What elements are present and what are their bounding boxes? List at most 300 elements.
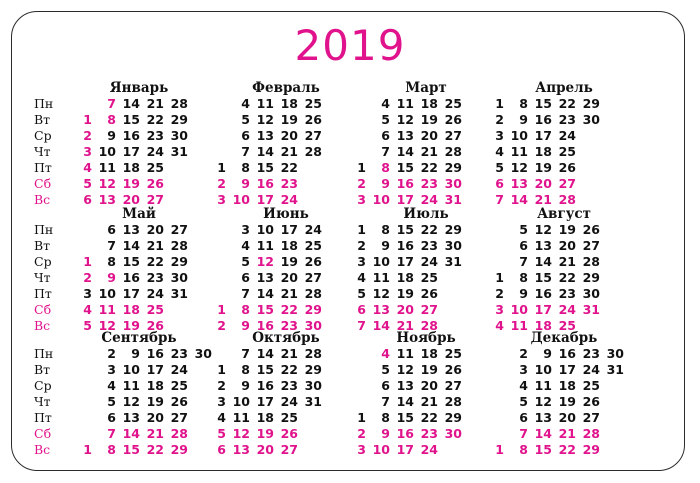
day-cell: 26 (444, 112, 462, 127)
day-cell: 14 (122, 238, 140, 253)
day-cell: 24 (420, 442, 438, 457)
day-cell: 2 (83, 270, 92, 285)
day-cell: 3 (495, 302, 504, 317)
day-cell: 7 (519, 254, 528, 269)
day-cell: 2 (217, 176, 226, 191)
month-block (484, 330, 656, 458)
day-cell: 22 (558, 270, 576, 285)
day-cell: 28 (420, 318, 438, 333)
day-cell: 19 (122, 176, 140, 191)
day-cell: 19 (420, 112, 438, 127)
day-cell: 12 (122, 394, 140, 409)
day-cell: 23 (582, 346, 600, 361)
day-cell: 23 (420, 238, 438, 253)
day-cell: 13 (510, 176, 528, 191)
day-cell: 3 (241, 222, 250, 237)
day-cell: 29 (170, 254, 188, 269)
day-cell: 14 (256, 346, 274, 361)
day-cell: 14 (396, 144, 414, 159)
day-cell: 16 (122, 128, 140, 143)
day-cell: 3 (83, 144, 92, 159)
weekday-label: Чт (34, 144, 51, 159)
day-cell: 7 (381, 394, 390, 409)
day-cell: 5 (217, 426, 226, 441)
day-cell: 4 (519, 378, 528, 393)
day-cell: 5 (519, 394, 528, 409)
day-cell: 3 (357, 442, 366, 457)
day-cell: 1 (217, 160, 226, 175)
day-cell: 29 (582, 270, 600, 285)
day-cell: 11 (232, 410, 250, 425)
day-cell: 16 (534, 286, 552, 301)
day-cell: 13 (256, 270, 274, 285)
day-cell: 6 (519, 238, 528, 253)
day-cell: 29 (582, 96, 600, 111)
day-cell: 24 (558, 128, 576, 143)
day-cell: 1 (83, 112, 92, 127)
day-cell: 6 (381, 378, 390, 393)
day-cell: 8 (107, 254, 116, 269)
day-cell: 7 (241, 286, 250, 301)
day-cell: 16 (396, 238, 414, 253)
day-cell: 4 (217, 410, 226, 425)
day-cell: 22 (280, 160, 298, 175)
day-cell: 16 (256, 176, 274, 191)
day-cell: 13 (98, 192, 116, 207)
weekday-label: Вт (34, 238, 51, 253)
day-cell: 14 (534, 426, 552, 441)
day-cell: 7 (381, 144, 390, 159)
day-cell: 8 (241, 302, 250, 317)
day-cell: 4 (495, 144, 504, 159)
day-cell: 4 (241, 238, 250, 253)
day-cell: 24 (582, 362, 600, 377)
day-cell: 15 (534, 96, 552, 111)
day-cell: 23 (420, 426, 438, 441)
day-cell: 23 (420, 176, 438, 191)
day-cell: 25 (420, 270, 438, 285)
day-cell: 23 (280, 378, 298, 393)
day-cell: 28 (444, 394, 462, 409)
day-cell: 15 (122, 254, 140, 269)
day-cell: 15 (534, 270, 552, 285)
day-cell: 13 (122, 222, 140, 237)
weekday-label: Пн (34, 346, 54, 361)
day-cell: 12 (534, 394, 552, 409)
day-cell: 21 (146, 426, 164, 441)
day-cell: 27 (444, 378, 462, 393)
day-cell: 15 (256, 362, 274, 377)
weekday-label: Вс (34, 318, 51, 333)
day-cell: 5 (381, 112, 390, 127)
day-cell: 26 (304, 112, 322, 127)
day-cell: 6 (241, 128, 250, 143)
day-cell: 6 (217, 442, 226, 457)
day-cell: 14 (256, 144, 274, 159)
day-cell: 18 (396, 270, 414, 285)
day-cell: 20 (146, 410, 164, 425)
day-cell: 17 (396, 442, 414, 457)
day-cell: 27 (582, 410, 600, 425)
weekday-label: Пт (34, 410, 52, 425)
day-cell: 4 (241, 96, 250, 111)
day-cell: 1 (495, 442, 504, 457)
day-cell: 20 (558, 410, 576, 425)
month-name: Март (405, 80, 447, 96)
day-cell: 17 (256, 192, 274, 207)
day-cell: 25 (170, 378, 188, 393)
day-cell: 14 (534, 254, 552, 269)
day-cell: 6 (241, 270, 250, 285)
day-cell: 3 (495, 128, 504, 143)
day-cell: 26 (420, 286, 438, 301)
weekday-label: Вс (34, 192, 51, 207)
weekday-label: Ср (34, 378, 52, 393)
day-cell: 2 (217, 378, 226, 393)
day-cell: 13 (396, 378, 414, 393)
day-cell: 11 (372, 270, 390, 285)
month-block (484, 80, 656, 208)
day-cell: 7 (519, 426, 528, 441)
day-cell: 18 (122, 302, 140, 317)
day-cell: 15 (256, 160, 274, 175)
day-cell: 8 (519, 442, 528, 457)
day-cell: 25 (304, 238, 322, 253)
day-cell: 11 (98, 160, 116, 175)
day-cell: 5 (381, 362, 390, 377)
month-name: Ноябрь (396, 330, 456, 346)
day-cell: 9 (241, 318, 250, 333)
day-cell: 19 (396, 286, 414, 301)
day-cell: 19 (146, 394, 164, 409)
day-cell: 7 (107, 426, 116, 441)
day-cell: 28 (170, 96, 188, 111)
day-cell: 21 (280, 286, 298, 301)
day-cell: 22 (420, 410, 438, 425)
day-cell: 26 (280, 426, 298, 441)
day-cell: 27 (444, 128, 462, 143)
day-cell: 27 (558, 176, 576, 191)
weekday-label: Вс (34, 442, 51, 457)
day-cell: 15 (396, 160, 414, 175)
day-cell: 24 (170, 362, 188, 377)
day-cell: 20 (146, 222, 164, 237)
day-cell: 30 (582, 286, 600, 301)
day-cell: 26 (170, 394, 188, 409)
day-cell: 8 (519, 96, 528, 111)
day-cell: 30 (304, 378, 322, 393)
day-cell: 26 (582, 222, 600, 237)
day-cell: 17 (534, 302, 552, 317)
day-cell: 29 (304, 362, 322, 377)
day-cell: 22 (280, 362, 298, 377)
day-cell: 2 (357, 426, 366, 441)
day-cell: 23 (170, 346, 188, 361)
day-cell: 18 (256, 410, 274, 425)
day-cell: 12 (510, 160, 528, 175)
day-cell: 5 (107, 394, 116, 409)
day-cell: 22 (146, 112, 164, 127)
day-cell: 20 (558, 238, 576, 253)
day-cell: 8 (381, 222, 390, 237)
day-cell: 6 (357, 302, 366, 317)
day-cell: 15 (256, 302, 274, 317)
month-block (484, 206, 656, 334)
day-cell: 19 (280, 254, 298, 269)
day-cell: 14 (396, 394, 414, 409)
day-cell: 9 (381, 176, 390, 191)
day-cell: 22 (420, 160, 438, 175)
day-cell: 7 (495, 192, 504, 207)
day-cell: 28 (304, 144, 322, 159)
day-cell: 31 (444, 254, 462, 269)
day-cell: 6 (83, 192, 92, 207)
day-cell: 16 (558, 346, 576, 361)
day-cell: 5 (241, 112, 250, 127)
day-cell: 12 (98, 318, 116, 333)
day-cell: 24 (280, 192, 298, 207)
day-cell: 19 (420, 362, 438, 377)
day-cell: 12 (256, 254, 274, 269)
day-cell: 13 (372, 302, 390, 317)
day-cell: 29 (444, 160, 462, 175)
day-cell: 11 (510, 144, 528, 159)
day-cell: 1 (83, 442, 92, 457)
day-cell: 30 (194, 346, 212, 361)
day-cell: 1 (495, 270, 504, 285)
day-cell: 21 (420, 394, 438, 409)
day-cell: 10 (534, 362, 552, 377)
day-cell: 20 (396, 302, 414, 317)
day-cell: 17 (534, 128, 552, 143)
month-name: Февраль (252, 80, 320, 96)
day-cell: 20 (420, 378, 438, 393)
day-cell: 15 (534, 442, 552, 457)
day-cell: 8 (107, 442, 116, 457)
day-cell: 9 (107, 270, 116, 285)
day-cell: 19 (534, 160, 552, 175)
day-cell: 20 (256, 442, 274, 457)
day-cell: 29 (582, 442, 600, 457)
day-cell: 12 (98, 176, 116, 191)
day-cell: 10 (232, 192, 250, 207)
day-cell: 10 (122, 362, 140, 377)
day-cell: 30 (582, 112, 600, 127)
day-cell: 8 (107, 112, 116, 127)
day-cell: 15 (122, 112, 140, 127)
day-cell: 5 (241, 254, 250, 269)
day-cell: 10 (510, 128, 528, 143)
day-cell: 26 (146, 176, 164, 191)
day-cell: 23 (558, 286, 576, 301)
day-cell: 18 (420, 96, 438, 111)
day-cell: 26 (444, 362, 462, 377)
day-cell: 20 (280, 270, 298, 285)
day-cell: 8 (381, 410, 390, 425)
day-cell: 27 (280, 442, 298, 457)
day-cell: 11 (396, 96, 414, 111)
day-cell: 4 (381, 96, 390, 111)
day-cell: 2 (107, 346, 116, 361)
day-cell: 22 (280, 302, 298, 317)
day-cell: 3 (519, 362, 528, 377)
day-cell: 31 (582, 302, 600, 317)
day-cell: 10 (98, 144, 116, 159)
day-cell: 28 (582, 426, 600, 441)
day-cell: 16 (122, 270, 140, 285)
day-cell: 30 (444, 238, 462, 253)
day-cell: 26 (558, 160, 576, 175)
day-cell: 9 (381, 238, 390, 253)
day-cell: 10 (372, 442, 390, 457)
day-cell: 4 (83, 160, 92, 175)
day-cell: 7 (241, 144, 250, 159)
day-cell: 24 (280, 394, 298, 409)
day-cell: 28 (170, 238, 188, 253)
day-cell: 18 (534, 318, 552, 333)
day-cell: 3 (357, 254, 366, 269)
day-cell: 18 (420, 346, 438, 361)
day-cell: 19 (280, 112, 298, 127)
day-cell: 18 (534, 144, 552, 159)
day-cell: 28 (558, 192, 576, 207)
day-cell: 1 (217, 362, 226, 377)
day-cell: 25 (582, 378, 600, 393)
day-cell: 12 (396, 362, 414, 377)
day-cell: 18 (146, 378, 164, 393)
day-cell: 18 (280, 238, 298, 253)
month-name: Апрель (535, 80, 593, 96)
weekday-label: Вт (34, 112, 51, 127)
day-cell: 1 (357, 222, 366, 237)
year-title: 2019 (294, 21, 406, 70)
day-cell: 9 (381, 426, 390, 441)
day-cell: 22 (558, 96, 576, 111)
day-cell: 5 (83, 176, 92, 191)
day-cell: 17 (396, 254, 414, 269)
day-cell: 25 (558, 144, 576, 159)
day-cell: 18 (280, 96, 298, 111)
day-cell: 17 (256, 394, 274, 409)
day-cell: 11 (98, 302, 116, 317)
day-cell: 10 (98, 286, 116, 301)
day-cell: 9 (519, 112, 528, 127)
day-cell: 31 (170, 286, 188, 301)
day-cell: 27 (170, 222, 188, 237)
day-cell: 8 (519, 270, 528, 285)
month-block (34, 80, 206, 208)
day-cell: 9 (131, 346, 140, 361)
day-cell: 29 (444, 222, 462, 237)
day-cell: 27 (582, 238, 600, 253)
day-cell: 15 (396, 222, 414, 237)
month-name: Июль (403, 206, 449, 222)
weekday-label: Ср (34, 254, 52, 269)
day-cell: 4 (381, 346, 390, 361)
day-cell: 16 (256, 378, 274, 393)
day-cell: 24 (146, 286, 164, 301)
day-cell: 6 (495, 176, 504, 191)
day-cell: 2 (357, 176, 366, 191)
day-cell: 21 (558, 426, 576, 441)
day-cell: 29 (170, 112, 188, 127)
day-cell: 10 (256, 222, 274, 237)
day-cell: 4 (83, 302, 92, 317)
day-cell: 18 (122, 160, 140, 175)
day-cell: 31 (606, 362, 624, 377)
month-block (34, 330, 212, 458)
day-cell: 3 (83, 286, 92, 301)
day-cell: 13 (232, 442, 250, 457)
day-cell: 13 (396, 128, 414, 143)
day-cell: 1 (495, 96, 504, 111)
day-cell: 12 (534, 222, 552, 237)
day-cell: 19 (558, 222, 576, 237)
day-cell: 29 (444, 410, 462, 425)
day-cell: 11 (510, 318, 528, 333)
day-cell: 2 (519, 346, 528, 361)
day-cell: 7 (107, 238, 116, 253)
day-cell: 10 (232, 394, 250, 409)
day-cell: 27 (170, 410, 188, 425)
day-cell: 26 (146, 318, 164, 333)
day-cell: 30 (606, 346, 624, 361)
day-cell: 26 (304, 254, 322, 269)
month-name: Декабрь (530, 330, 598, 346)
day-cell: 22 (146, 254, 164, 269)
day-cell: 4 (495, 318, 504, 333)
day-cell: 7 (241, 346, 250, 361)
day-cell: 20 (122, 192, 140, 207)
day-cell: 28 (170, 426, 188, 441)
day-cell: 30 (444, 176, 462, 191)
day-cell: 13 (256, 128, 274, 143)
month-name: Сентябрь (101, 330, 177, 346)
month-name: Июнь (263, 206, 309, 222)
day-cell: 21 (280, 144, 298, 159)
day-cell: 4 (357, 270, 366, 285)
day-cell: 21 (558, 254, 576, 269)
day-cell: 3 (107, 362, 116, 377)
weekday-label: Вт (34, 362, 51, 377)
month-name: Январь (109, 80, 169, 96)
day-cell: 22 (558, 442, 576, 457)
day-cell: 17 (122, 144, 140, 159)
day-cell: 10 (372, 192, 390, 207)
day-cell: 14 (122, 426, 140, 441)
day-cell: 15 (122, 442, 140, 457)
day-cell: 23 (280, 176, 298, 191)
day-cell: 9 (107, 128, 116, 143)
day-cell: 16 (396, 426, 414, 441)
day-cell: 25 (558, 318, 576, 333)
day-cell: 2 (83, 128, 92, 143)
day-cell: 23 (280, 318, 298, 333)
day-cell: 16 (396, 176, 414, 191)
weekday-label: Пт (34, 160, 52, 175)
day-cell: 6 (107, 222, 116, 237)
day-cell: 11 (534, 378, 552, 393)
day-cell: 5 (357, 286, 366, 301)
day-cell: 21 (280, 346, 298, 361)
day-cell: 3 (217, 192, 226, 207)
day-cell: 30 (170, 270, 188, 285)
weekday-label: Пт (34, 286, 52, 301)
day-cell: 1 (357, 410, 366, 425)
day-cell: 3 (217, 394, 226, 409)
day-cell: 12 (372, 286, 390, 301)
day-cell: 20 (534, 176, 552, 191)
